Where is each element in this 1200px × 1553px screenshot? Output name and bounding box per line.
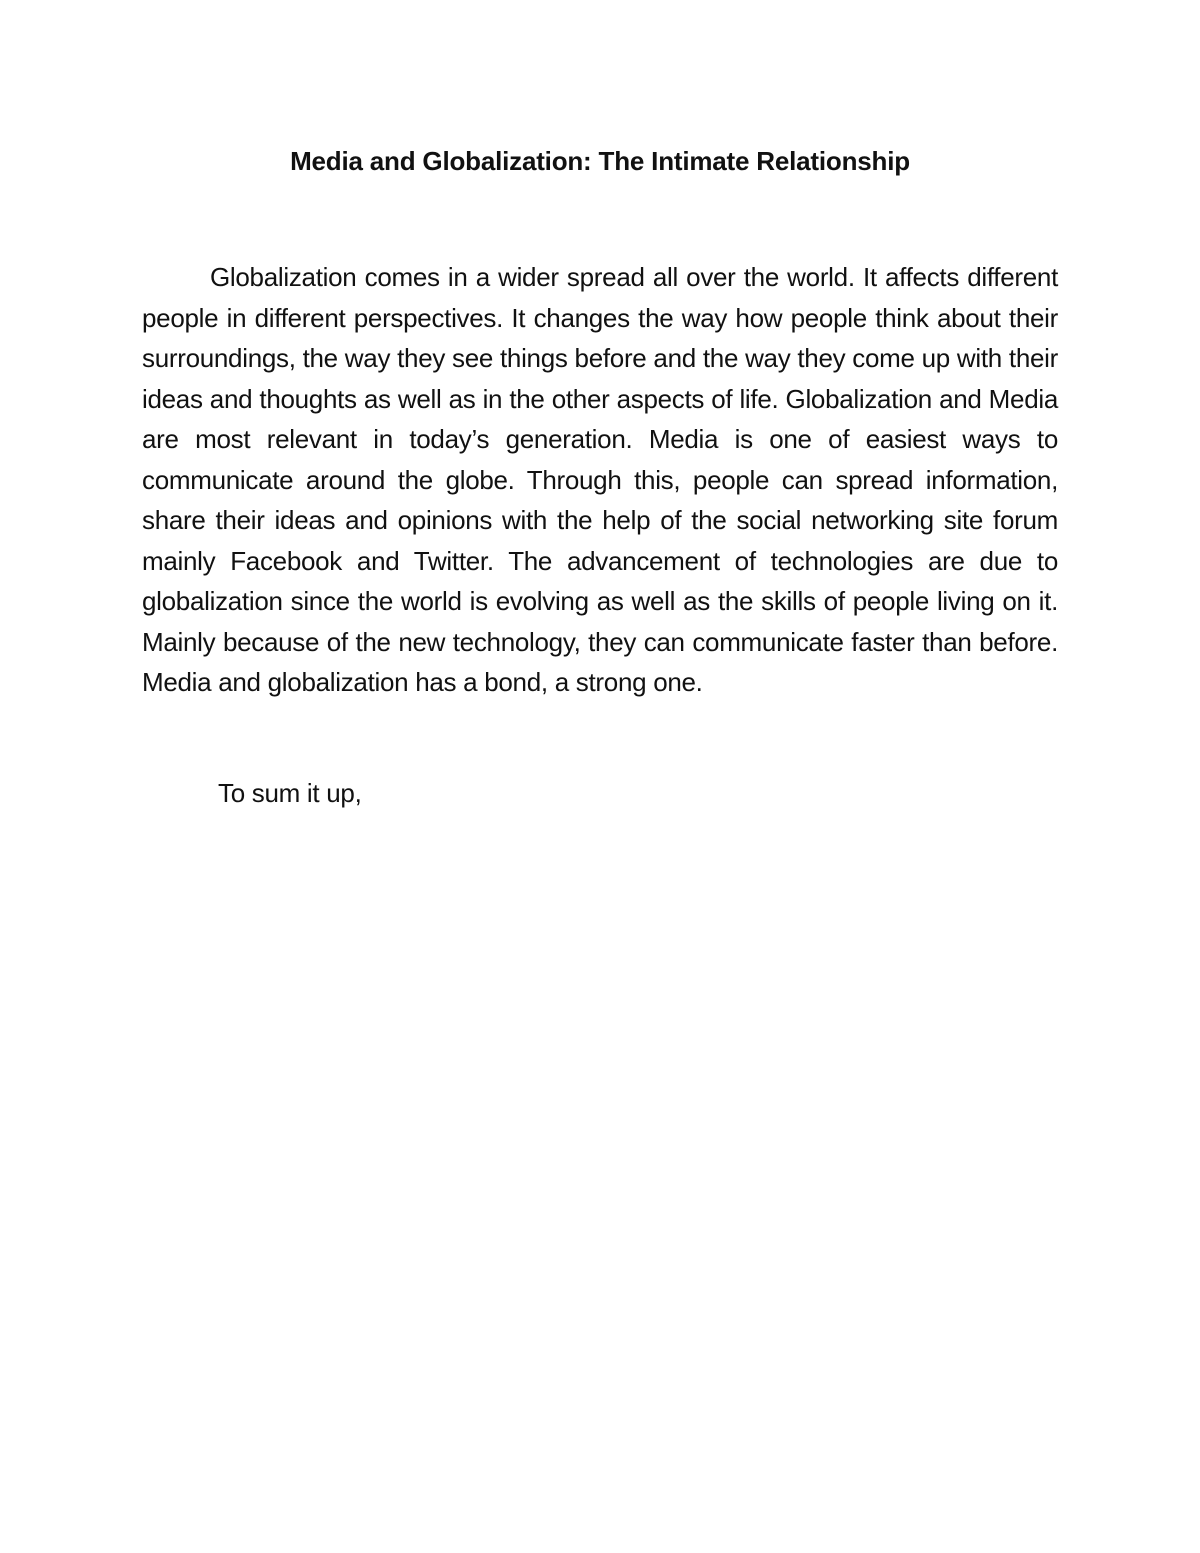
body-paragraph: Globalization comes in a wider spread all over the world. It affects different people in different perspectives. It changes the way how people think about their surroundings, the way they see things before and the way they come up with their ideas and thoughts as well as in the other aspects of life. Globalization and Media are most relevant in today’s generation. Media is one of easiest ways to communicate around the globe. Through this, people can spread information, share their ideas and opinions with the help of the social networking site forum mainly Facebook and Twitter. The advancement of technologies are due to globalization since the world is evolving as well as the skills of people living on it. Mainly because of the new technology, they can communicate faster than before. Media and globalization has a bond, a strong one. xyxy=(142,262,1058,697)
closing-line: To sum it up, xyxy=(218,778,362,808)
document-title: Media and Globalization: The Intimate Relationship xyxy=(290,146,910,176)
